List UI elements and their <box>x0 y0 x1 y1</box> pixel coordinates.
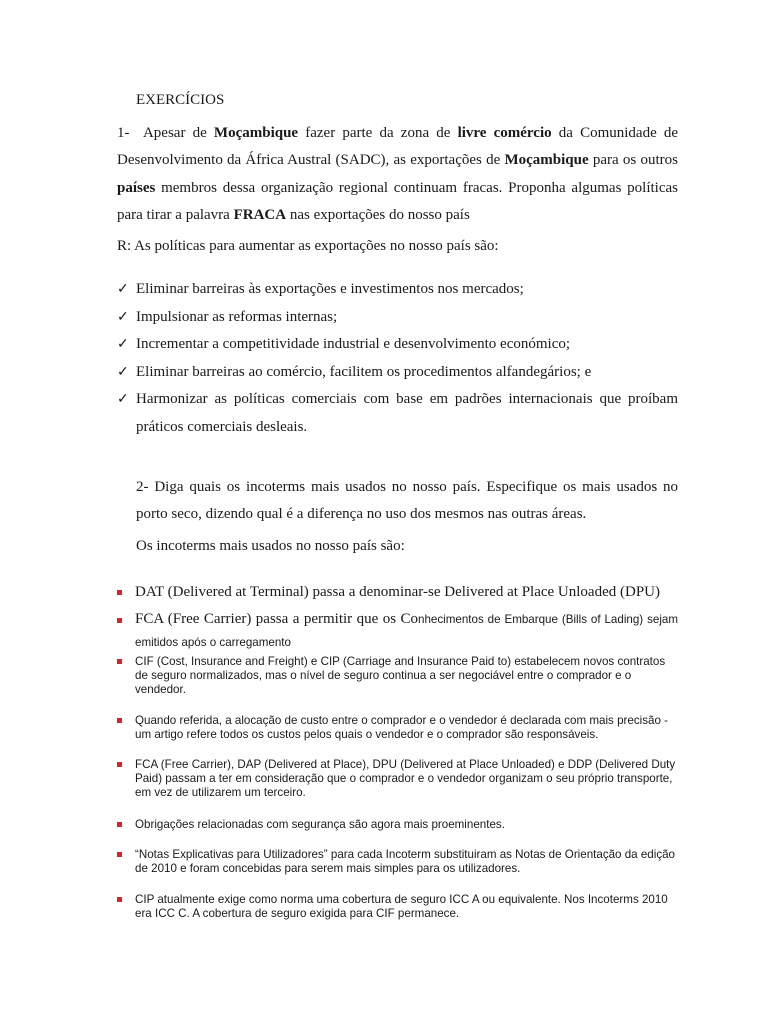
list-item-text: FCA (Free Carrier), DAP (Delivered at Place), DPU (Delivered at Place Unloaded) e DDP (Delivered Duty Paid) passam a ter em consideração que o comprador e o vendedor organizam o seu próprio transporte, em vez de utilizarem um terceiro. <box>135 758 676 799</box>
list-item <box>117 580 678 604</box>
question-1 <box>117 120 678 229</box>
bullet-square-icon <box>117 618 122 623</box>
checklist-item <box>117 331 678 359</box>
question-text: fazer parte da zona de <box>305 125 451 141</box>
question-text: nas exportações do nosso país <box>289 206 470 223</box>
emphasis-term: Moçambique <box>213 125 299 141</box>
emphasis-term: FRACA <box>233 206 287 223</box>
checklist-item <box>117 386 678 441</box>
bullet-square-icon <box>117 762 122 767</box>
checklist-item <box>117 304 678 332</box>
list-item <box>117 714 678 742</box>
bullet-square-icon <box>117 718 122 723</box>
question-number: 1- <box>117 125 130 141</box>
emphasis-term: Moçambique <box>504 152 589 169</box>
list-item-text: Obrigações relacionadas com segurança são agora mais proeminentes. <box>135 818 505 831</box>
question-text: membros dessa organização regional continuam fracas. Proponha algumas políticas para tirar a palavra <box>117 179 678 223</box>
page-heading: EXERCÍCIOS <box>136 92 225 108</box>
checklist-item-text: Eliminar barreiras às exportações e investimentos nos mercados; <box>136 281 524 297</box>
checklist-item <box>117 276 678 304</box>
checkmark-icon: ✓ <box>117 392 129 407</box>
list-item-text: CIP atualmente exige como norma uma cobertura de seguro ICC A ou equivalente. Nos Incoterms 2010 era ICC C. A cobertura de seguro exigida para CIF permanece. <box>135 893 668 920</box>
question-text: Apesar de <box>142 125 207 141</box>
list-item-text-serif: FCA (Free Carrier) passa a permitir que os Co <box>135 611 418 627</box>
answer-2-intro: Os incoterms mais usados no nosso país são: <box>136 538 405 554</box>
list-item-text: CIF (Cost, Insurance and Freight) e CIP (Carriage and Insurance Paid to) estabelecem novos contratos de seguro normalizados, mas o nível de seguro continua a ser negociável entre o comprador e o vendedor. <box>135 655 666 696</box>
checklist-item-text: Incrementar a competitividade industrial e desenvolvimento económico; <box>136 336 571 352</box>
list-item-text-sans: nhecimentos de Embarque (Bills of Lading) sejam emitidos após o carregamento <box>135 613 679 649</box>
bullet-square-icon <box>117 590 122 595</box>
checkmark-icon: ✓ <box>117 337 129 352</box>
answer-intro: R: As políticas para aumentar as exportações no nosso país são: <box>117 238 499 254</box>
checkmark-icon: ✓ <box>117 282 129 297</box>
bullet-square-icon <box>117 822 122 827</box>
emphasis-term: livre comércio <box>457 125 552 141</box>
checklist-item-text: Impulsionar as reformas internas; <box>136 308 338 325</box>
checklist-item-text: Eliminar barreiras ao comércio, facilitem os procedimentos alfandegários; e <box>136 363 592 380</box>
list-item <box>117 655 678 696</box>
list-item-text <box>135 608 678 654</box>
bullet-square-icon <box>117 852 122 857</box>
list-item <box>117 848 678 876</box>
checklist-item <box>117 359 678 387</box>
checklist-item-text: Harmonizar as políticas comerciais com base em padrões internacionais que proíbam práticos comerciais desleais. <box>136 391 678 435</box>
list-item <box>117 758 678 799</box>
list-item-text: “Notas Explicativas para Utilizadores” para cada Incoterm substituiram as Notas de Orientação da edição de 2010 e foram concebidas para serem mais simples para os utilizadores. <box>135 848 676 875</box>
question-text: para os outros <box>592 152 678 169</box>
list-item-text: Quando referida, a alocação de custo entre o comprador e o vendedor é declarada com mais precisão - um artigo refere todos os custos pelos quais o vendedor e o comprador são responsáveis. <box>135 714 668 741</box>
bullet-square-icon <box>117 659 122 664</box>
checkmark-icon: ✓ <box>117 364 129 380</box>
checkmark-icon: ✓ <box>117 309 129 325</box>
question-2: 2- Diga quais os incoterms mais usados no nosso país. Especifique os mais usados no porto seco, dizendo qual é a diferença no uso dos mesmos nas outras áreas. <box>136 479 678 523</box>
bullet-square-icon <box>117 897 122 902</box>
list-item <box>117 818 678 832</box>
list-item <box>117 608 678 654</box>
list-item-text: DAT (Delivered at Terminal) passa a denominar-se Delivered at Place Unloaded (DPU) <box>135 584 660 600</box>
list-item <box>117 893 678 921</box>
emphasis-term: países <box>117 179 156 196</box>
checklist <box>117 276 678 441</box>
question-text: da Comunidade de Desenvolvimento da África Austral (SADC), as exportações de <box>117 125 679 169</box>
